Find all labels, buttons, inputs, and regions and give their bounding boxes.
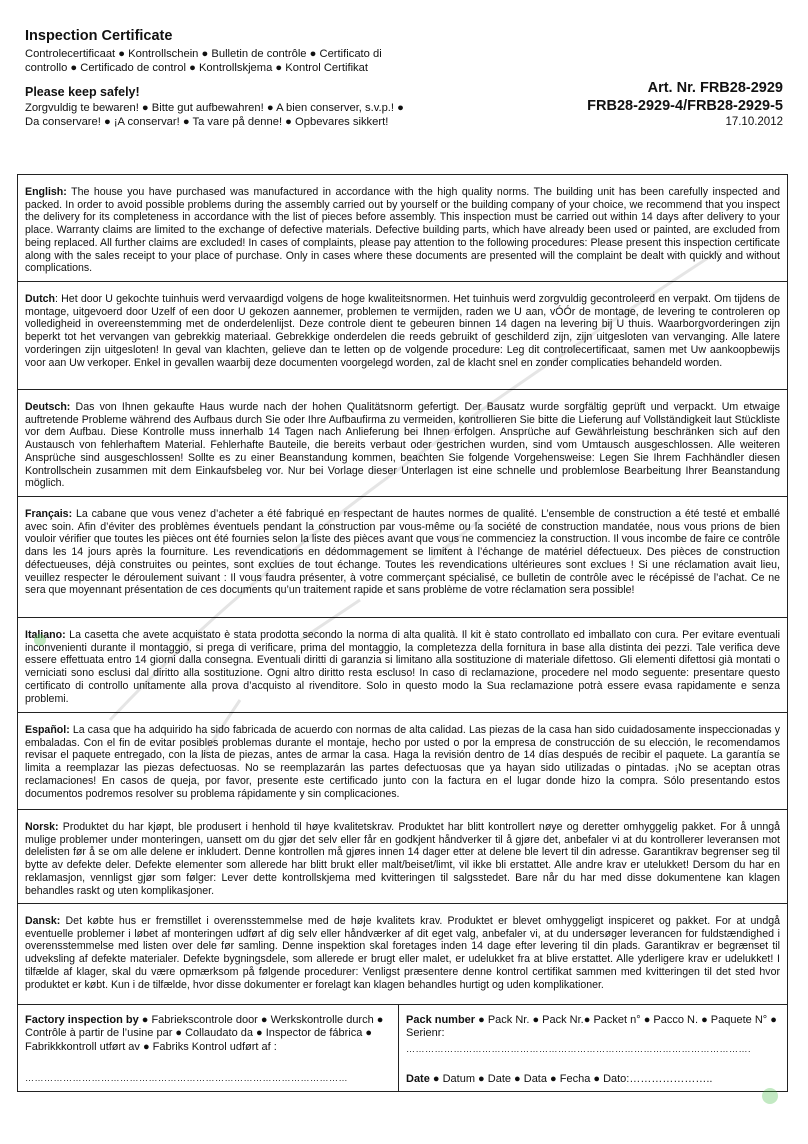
section-text: La cabane que vous venez d’acheter a été fabriqué en respectant de hautes normes de qualité. L’ensemble de construction a été testé et emballé avec soin. Afin d’éviter des problèmes éventuels pendant la construction par vous-même ou la société de construction mandatée, nous vous prions de bien vouloir vérifier que toutes les pièces ont été fournies selon la liste des pièces avant que vous ne commenciez la construction. Il vous incombe de faire ce contrôle dans les 14 jours après la fourniture. Les revendications en dédommagement se limitent à l’échange de matériel défectueux. Des pièces de construction défectueuses, déjà construites ou peintes, sont exclues de tout échange. Toutes les revendications ultérieures sont exclues ! Si une réclamation avait lieu, veuillez respecter le déroulement suivant : Il vous faudra présenter, à votre commerçant spécialisé, ce bulletin de contrôle avec le récépissé de l’achat. Ce ne sera que moyennant présentation de ces documents qu’un traitement rapide et sans problème de votre réclamation sera possible! — [25, 508, 780, 597]
factory-inspection-box — [18, 1005, 399, 1091]
header-right — [587, 79, 783, 130]
date-field[interactable]: ● Datum ● Date ● Data ● Fecha ● Dato:………………….. — [429, 1072, 713, 1085]
section-text: Produktet du har kjøpt, ble produsert i henhold til høye kvalitetskrav. Produktet har blitt kontrollert nøye og deretter omhyggelig pakket. For å unngå mulige problemer under monteringen, uansett om du gjør det selv eller får en godkjent håndverker til å gjøre det, anbefaler vi at du kontrollerer leveransen mot delelisten før å se om alle delene er inkludert. Denne kontrollen må gjøres innen 14 dager etter at delene ble levert til din adresse. Garantikrav begrenser seg til bytte av defekte deler. Defekte elementer som allerede har blitt brukt eller malt/beiset/limt, vil ikke bli erstattet. Alle andre krav er utelukket! Dersom du har en reklamasjon, vennligst gjør som følger: Lever dette kontrollskjema med kvitteringen til salgsstedet. Bare når du har med disse dokumentene kan klagen behandles raskt og uten komplikasjoner. — [25, 821, 780, 897]
section-text: : Het door U gekochte tuinhuis werd vervaardigd volgens de hoge kwaliteitsnormen. Het tuinhuis werd zorgvuldig gecontroleerd en verpakt. Om tijdens de montage, uitgevoerd door Uzelf of een door U gekozen aannemer, problemen te vermijden, raden we U aan, vÓÓr de montage, de levering te controleren op volledigheid in overeenstemming met de onderdelenlijst. Deze controle dient te gebeuren binnen 14 dagen na levering bij U thuis. Waarborgvorderingen zijn beperkt tot het vervangen van gebrekkig materiaal. Gebrekkige onderdelen die reeds gebruikt of geschilderd zijn, zijn uitgesloten van vervanging. Alle latere vorderingen zijn uitgesloten! In geval van klachten, gelieve dan te letten op de volgende procedure: Leg dit controlecertificaat, samen met Uw aankoopbewijs voor aan Uw verkoper. Enkel in gevallen waarbij deze documenten voorgelegd worden, zal de klacht snel en zonder complicaties behandeld worden. — [25, 293, 780, 369]
section-language: Italiano: — [25, 629, 66, 641]
factory-inspection-label: Factory inspection by — [25, 1014, 139, 1026]
section-norsk — [18, 810, 787, 904]
section-text: La casetta che avete acquistato è stata prodotta secondo la norma di alta qualità. Il kit è stato controllato ed imballato con cura. Per evitare eventuali inconvenienti durante il montaggio, si prega di verificare, prima del montaggio, la completezza della fornitura in base alla distinta dei pezzi. Tale verifica deve essere effettuata entro 14 giorni dalla consegna. Eventuali diritti di garanzia si limitano alla sostituzione di materiale difettoso. Gli elementi difettosi già montati o verniciati sono esclusi dal diritto alla sostituzione. Ogni altro diritto resta escluso! In caso di reclamazione, procedere nel modo seguente: presentare questo certificato di controllo unitamente alla prova d’acquisto al rivenditore. Solo in questo modo la Sua reclamazione potrà essere evasa rapidamente e senza problemi. — [25, 629, 780, 705]
document-date: 17.10.2012 — [725, 116, 783, 128]
section-francais — [18, 497, 787, 618]
article-number: Art. Nr. FRB28-2929 — [647, 80, 783, 96]
section-language: Dutch — [25, 293, 56, 305]
section-language: Norsk: — [25, 821, 59, 833]
section-language: Español: — [25, 724, 70, 736]
keep-safely-translations: Zorgvuldig te bewaren! ● Bitte gut aufbewahren! ● A bien conserver, s.v.p.! ● Da conservare! ● ¡A conservar! ● Ta vare på denne! ● Opbevares sikkert! — [25, 102, 404, 128]
pack-number-label: Pack number — [406, 1014, 476, 1026]
pack-date-box — [399, 1005, 787, 1091]
section-language: Français: — [25, 508, 73, 520]
section-text: The house you have purchased was manufactured in accordance with the high quality norms. The building unit has been carefully inspected and packed. In order to avoid possible problems during the assembly carried out by yourself or the building company of your choice, we recommend that you inspect the delivery for its completeness in accordance with the list of pieces before assembly. This inspection must be carried out within 14 days after delivery to your place. Warranty claims are limited to the exchange of defective materials. Defective building parts, which have already been used or painted, are excluded from being replaced. All further claims are excluded! In cases of complaints, please pay attention to the following procedures: Please present this inspection certificate along with the sales receipt to your place of purchase. Only in cases where these documents are presented will the complaint be dealt with quickly and without complications. — [25, 186, 780, 275]
section-italiano — [18, 618, 787, 713]
section-dutch — [18, 282, 787, 390]
factory-inspection-field[interactable]: ………………………………………………………………………………………… — [25, 1072, 348, 1083]
pack-number-translations: ● Pack Nr. ● Pack Nr.● Packet n° ● Pacco N. ● Paquete N° ● Serienr: — [406, 1014, 777, 1040]
section-text: La casa que ha adquirido ha sido fabricada de acuerdo con normas de alta calidad. Las piezas de la casa han sido cuidadosamente inspeccionadas y embaladas. Con el fin de evitar posibles problemas durante el montaje, hecho por usted o por la empresa de construcción de su elección, le recomendamos revisar el paquete entregado, con la lista de piezas, antes de armar la casa. Haga la revisión dentro de 14 días después de recibir el paquete. La garantía se limita a reemplazar las piezas defectuosas. No se reemplazarán las partes defectuosas que ya hayan sido utilizadas o pintadas. ¡No se aceptan otras reclamaciones! En casos de queja, por favor, presente este certificado junto con la factura en el lugar donde hizo la compra. Sólo presentando estos documentos podremos resolver su problema rápidamente y sin complicaciones. — [25, 724, 780, 800]
keep-safely-title: Please keep safely! — [25, 85, 140, 100]
certificate-frame — [17, 174, 788, 1092]
section-deutsch — [18, 390, 787, 497]
section-language: Deutsch: — [25, 401, 71, 413]
section-dansk — [18, 904, 787, 1005]
factory-inspection-translations: ● Fabriekscontrole door ● Werkskontrolle durch ● Contrôle à partir de l’usine par ● Collaudato da ● Inspector de fábrica ● Fabrikkkontroll utført av ● Fabriks Kontrol udført af : — [25, 1014, 384, 1053]
section-english — [18, 175, 787, 282]
section-language: English: — [25, 186, 67, 198]
article-variants: FRB28-2929-4/FRB28-2929-5 — [587, 98, 783, 114]
section-text: Das von Ihnen gekaufte Haus wurde nach der hohen Qualitätsnorm gefertigt. Der Bausatz wurde sorgfältig geprüft und verpackt. Um etwaige auftretende Probleme während des Aufbaus durch Sie oder Ihre Aufbaufirma zu vermeiden, kontrollieren Sie bitte die Lieferung auf Vollständigkeit laut Stückliste vor dem Aufbau. Diese Kontrolle muss innerhalb 14 Tagen nach Anlieferung bei Ihnen erfolgen. Ansprüche auf Gewährleistung beschränken sich auf den Austausch von fehlerhaftem Material. Fehlerhafte Bauteile, die bereits verbaut oder gestrichen wurden, sind vom Umtausch ausgeschlossen. Alle weiteren Ansprüche sind ausgeschlossen! Sollte es zu einer Beanstandung kommen, beachten Sie folgende Vorgehensweise: Legen Sie Ihrem Fachhändler diesen Kontrollschein zusammen mit dem Einkaufsbeleg vor. Nur bei Vorlage dieser Unterlagen ist eine schnelle und problemlose Bearbeitung Ihrer Beanstandung möglich. — [25, 401, 780, 490]
section-language: Dansk: — [25, 915, 61, 927]
header-left — [25, 28, 420, 129]
section-text: Det købte hus er fremstillet i overensstemmelse med de høje kvalitets krav. Produktet er blevet omhyggeligt inspiceret og pakket. For at undgå eventuelle problemer i løbet af monteringen udført af dig selv eller håndværker af dit eget valg, anbefaler vi, at du undersøger leverancen for fuldstændighed i overensstemmelse med listen over dele før samling. Denne inspektion skal foretages inden 14 dage efter levering til din plads. Garantikrav er begrænset til udveksling af defekte materialer. Defekte bygningsdele, som allerede er brugt eller malet, er udelukket fra at blive erstattet. Alle yderligere krav er udelukket! I tilfælde af klager, skal du være opmærksom på følgende procedurer: Venligst præsentere denne kontrol certifikat sammen med kvitteringen til det sted hvor produktet er købt. Kun i de tilfælde, hvor disse dokumenter er forelagt kan klagen behandles hurtigt og uden komplikationer. — [25, 915, 780, 991]
footer — [18, 1005, 787, 1091]
title-translations: Controlecertificaat ● Kontrollschein ● Bulletin de contrôle ● Certificato di controllo ● Certificado de control ● Kontrollskjema ● Kontrol Certifikat — [25, 48, 382, 74]
pack-number-field[interactable]: ………………………………………………………………………………………………. — [406, 1043, 752, 1054]
page-title: Inspection Certificate — [25, 28, 173, 44]
section-espanol — [18, 713, 787, 810]
date-label: Date — [406, 1072, 430, 1085]
date-line — [406, 1073, 712, 1086]
